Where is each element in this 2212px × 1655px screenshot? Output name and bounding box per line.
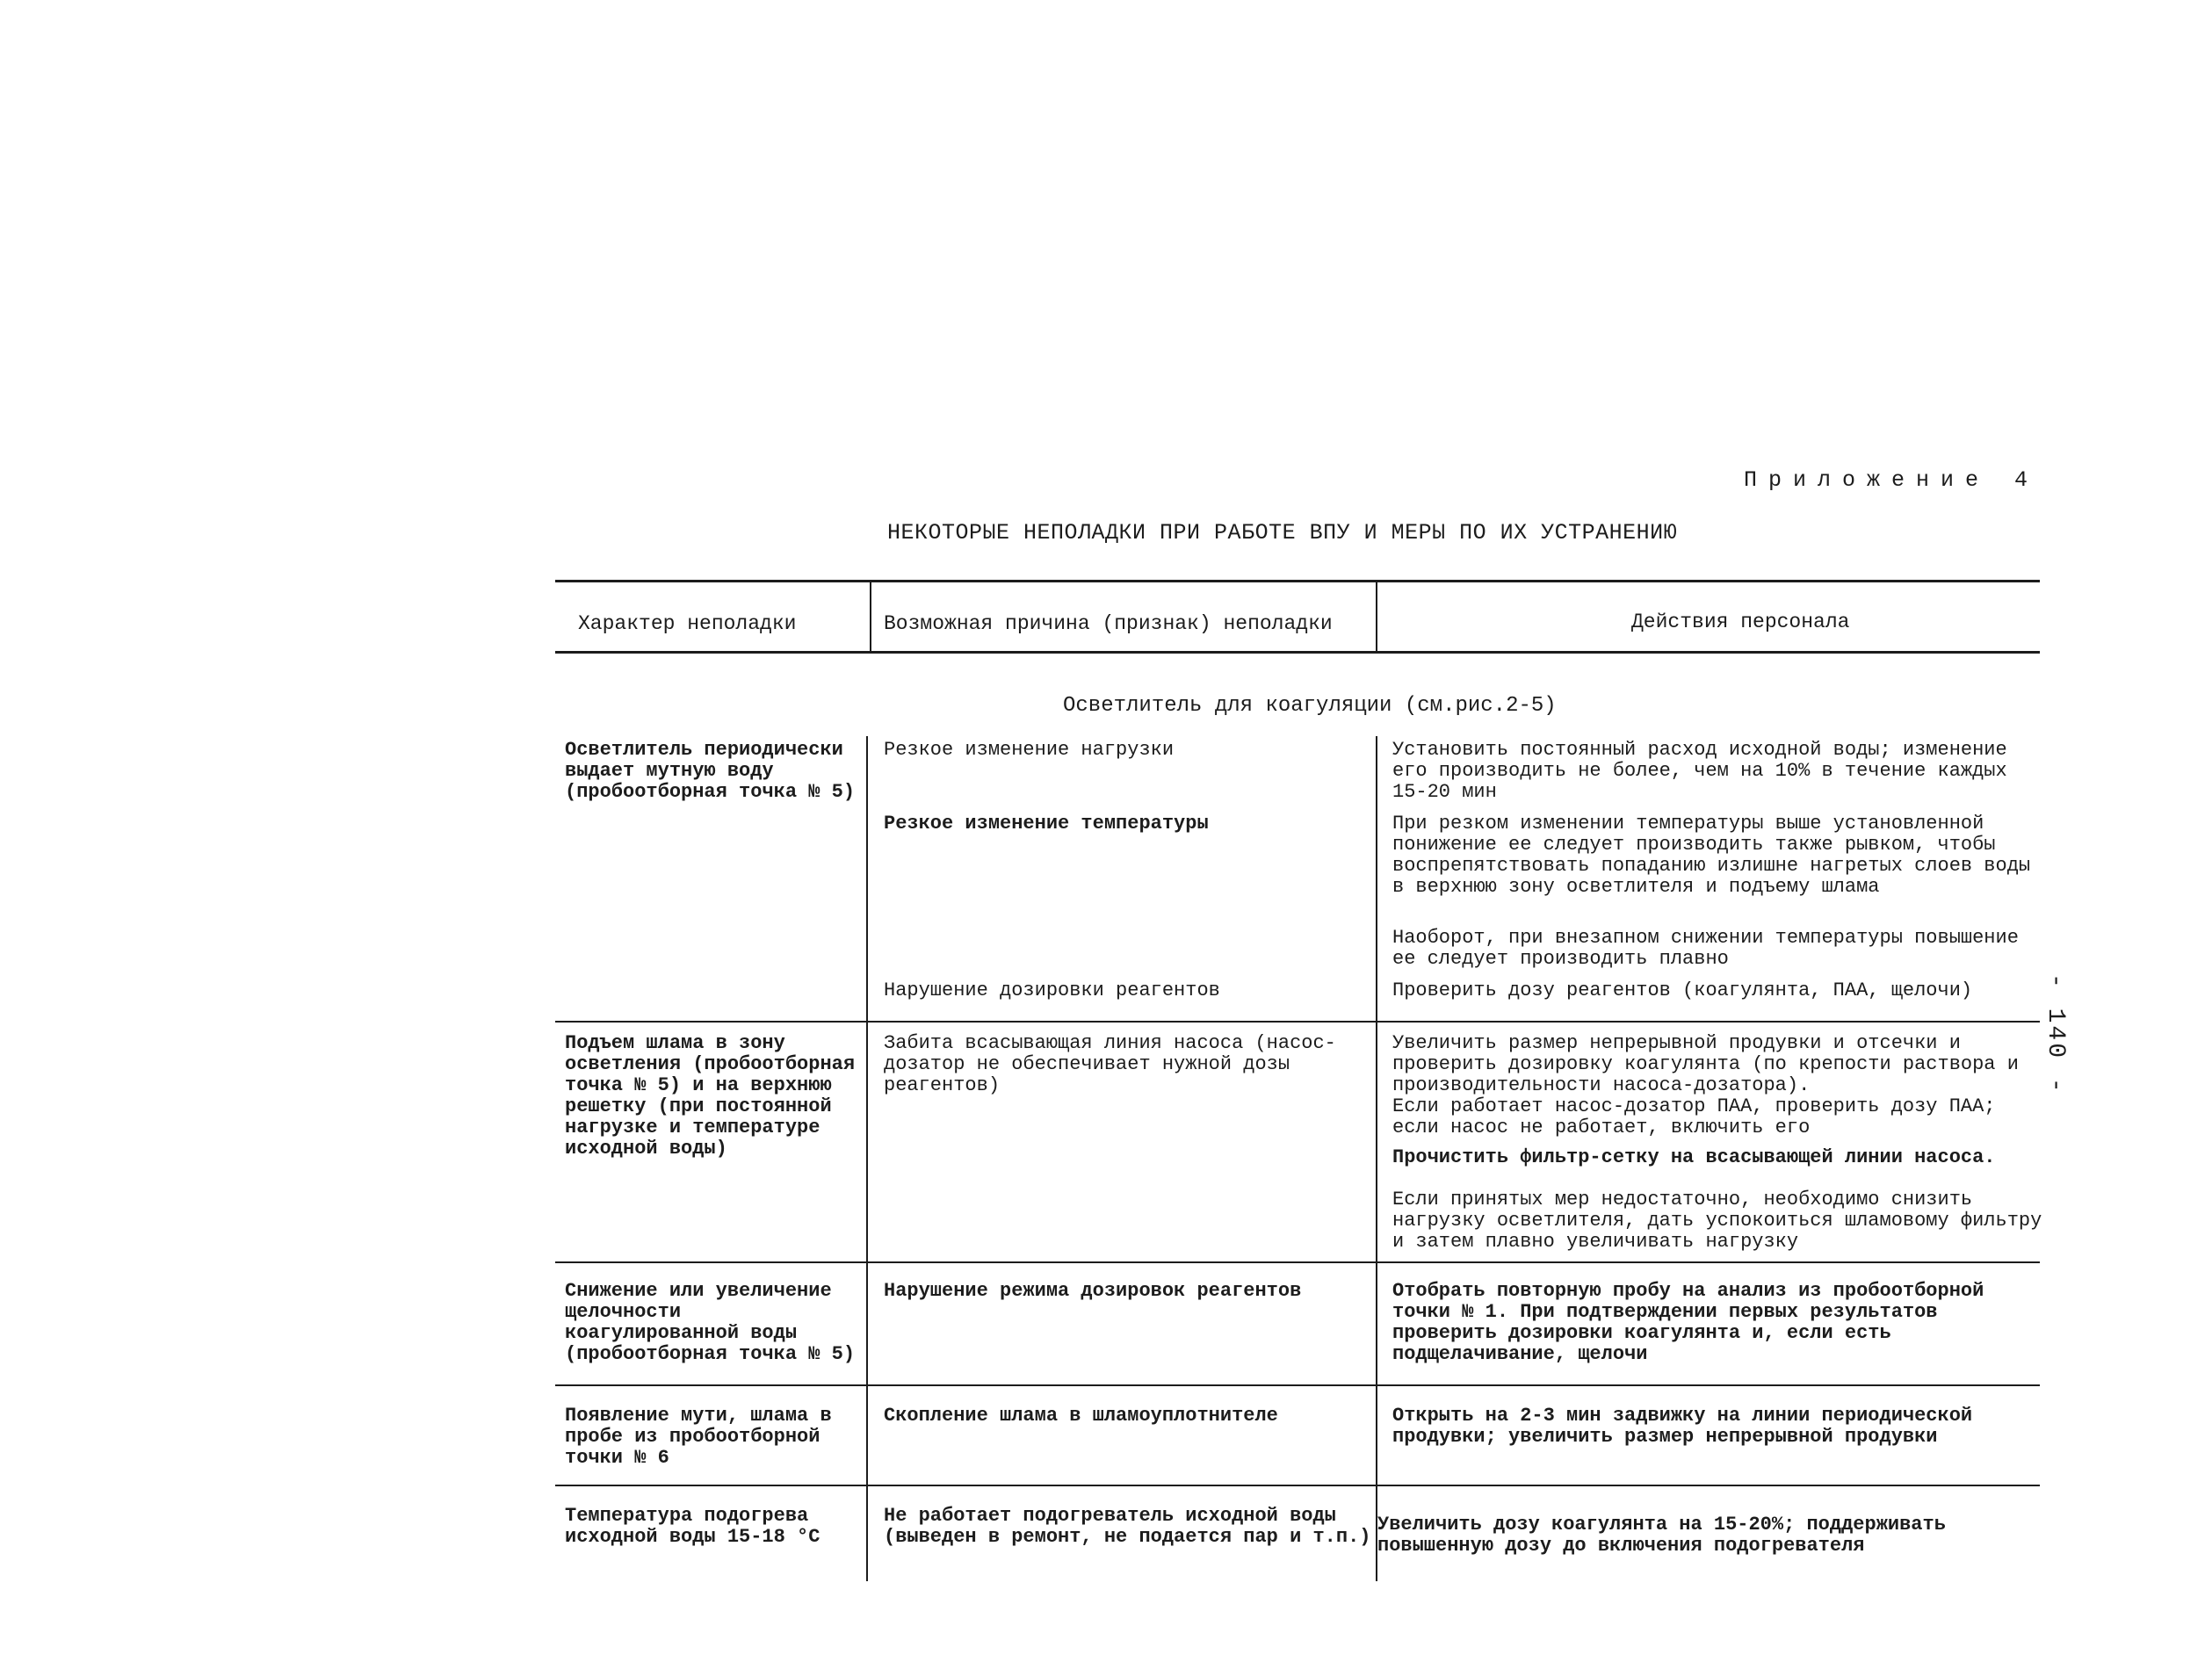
row2-action-2: Если работает насос-дозатор ПАА, проверить дозу ПАА; если насос не работает, включить его [1392,1095,1996,1138]
row3-fault: Снижение или увеличение щелочности коагулированной воды (пробоотборная точка № 5) [565,1280,856,1365]
row5-action-1: Увеличить дозу коагулянта на 15-20%; поддерживать повышенную дозу до включения подогревателя [1377,1514,1946,1557]
header-cause: Возможная причина (признак) неполадки [884,612,1333,635]
row2-action-4: Если принятых мер недостаточно, необходимо снизить нагрузку осветлителя, дать успокоиться шламовому фильтру и затем плавно увеличивать нагрузку [1392,1189,2042,1253]
header-actions: Действия персонала [1631,611,1850,633]
row4-fault: Появление мути, шлама в пробе из пробоотборной точки № 6 [565,1405,832,1469]
row1-action-1: Установить постоянный расход исходной воды; изменение его производить не более, чем на 10% в течение каждых 15-20 мин [1392,739,2007,803]
header-divider-2 [1376,580,1377,654]
header-fault: Характер неполадки [578,612,797,635]
row4-action-1: Открыть на 2-3 мин задвижку на линии периодической продувки; увеличить размер непрерывной продувки [1392,1405,1973,1448]
row3-action-1: Отобрать повторную пробу на анализ из пробоотборной точки № 1. При подтверждении первых результатов проверить дозировки коагулянта и, если есть подщелачивание, щелочи [1392,1280,1984,1365]
row-divider-4 [555,1485,2040,1486]
row-divider-2 [555,1261,2040,1263]
row2-cause-1: Забита всасывающая линия насоса (насос-дозатор не обеспечивает нужной дозы реагентов) [884,1032,1336,1096]
row2-action-1: Увеличить размер непрерывной продувки и отсечки и проверить дозировку коагулянта (по крепости раствора и производительности насоса-дозатора). [1392,1032,2019,1096]
row4-cause-1: Скопление шлама в шламоуплотнителе [884,1405,1278,1427]
table-top-rule [555,580,2040,582]
appendix-label: Приложение 4 [1744,467,2040,493]
row1-cause-1: Резкое изменение нагрузки [884,739,1175,761]
row-divider-3 [555,1384,2040,1386]
row1-cause-2: Резкое изменение температуры [884,813,1209,835]
header-bottom-rule [555,651,2040,654]
column-divider-2 [1376,736,1377,1581]
row1-action-3: Наоборот, при внезапном снижении температуры повышение ее следует производить плавно [1392,927,2019,970]
row1-action-4: Проверить дозу реагентов (коагулянта, ПАА, щелочи) [1392,979,1973,1001]
section-title: Осветлитель для коагуляции (см.рис.2-5) [1063,694,1557,718]
row2-action-3: Прочистить фильтр-сетку на всасывающей линии насоса. [1392,1146,1996,1168]
document-title: НЕКОТОРЫЕ НЕПОЛАДКИ ПРИ РАБОТЕ ВПУ И МЕРЫ ПО ИХ УСТРАНЕНИЮ [887,520,1678,546]
row3-cause-1: Нарушение режима дозировок реагентов [884,1280,1302,1302]
row5-cause-1: Не работает подогреватель исходной воды (выведен в ремонт, не подается пар и т.п.) [884,1505,1371,1548]
row1-cause-3: Нарушение дозировки реагентов [884,979,1220,1001]
row1-fault: Осветлитель периодически выдает мутную воду (пробоотборная точка № 5) [565,739,856,803]
row-divider-1 [555,1021,2040,1023]
row5-fault: Температура подогрева исходной воды 15-18 °С [565,1505,820,1548]
row2-fault: Подъем шлама в зону осветления (пробоотборная точка № 5) и на верхнюю решетку (при постоянной нагрузке и температуре исходной воды) [565,1032,856,1160]
header-divider-1 [870,580,871,654]
page-number: - 140 - [2042,973,2069,1095]
column-divider-1 [866,736,868,1581]
row1-action-2: При резком изменении температуры выше установленной понижение ее следует производить также рывком, чтобы воспрепятствовать попаданию излишне нагретых слоев воды в верхнюю зону осветлителя и подъему шлама [1392,813,2031,898]
